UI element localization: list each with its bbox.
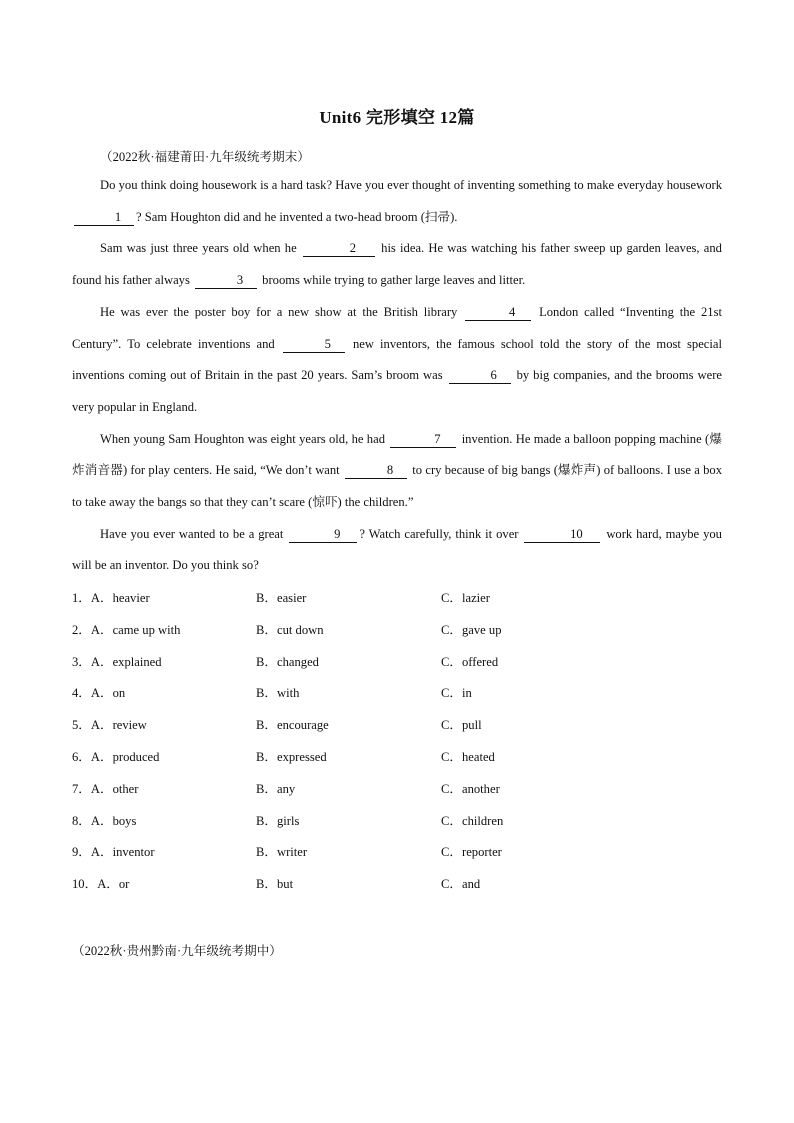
option-b: B．easier (256, 591, 307, 605)
blank-4: 4 (465, 304, 531, 321)
option-a: 5．A．review (72, 718, 147, 733)
option-b: B．cut down (256, 622, 324, 637)
option-b: B．changed (256, 654, 319, 669)
option-row (72, 809, 722, 841)
blank-9: 9 (289, 526, 357, 543)
blank-2: 2 (303, 240, 375, 257)
text: Do you think doing housework is a hard task? Have you ever thought of inventing something to make everyday housework (100, 178, 722, 192)
paragraph-4 (72, 424, 722, 519)
option-c: C．reporter (441, 845, 502, 860)
text: ? Watch carefully, think it over (359, 526, 519, 541)
page-title: Unit6 完形填空 12篇 (319, 108, 475, 127)
blank-5: 5 (283, 336, 345, 353)
blank-7: 7 (390, 431, 456, 448)
text: ? Sam Houghton did and he invented a two-head broom (扫帚). (136, 209, 458, 224)
blank-3: 3 (195, 272, 257, 289)
text: work hard, maybe you will be an inventor. Do you think so? (72, 526, 722, 573)
option-b: B．any (256, 781, 296, 796)
answer-options (72, 586, 722, 904)
option-a: 4．A．on (72, 686, 126, 701)
option-b: B．expressed (256, 749, 327, 764)
source-note-2: （2022秋·贵州黔南·九年级统考期中） (72, 944, 282, 958)
text: invention. He made a balloon popping machine (爆炸消音器) for play centers. He said, “We don’t want (72, 431, 722, 478)
option-c: C．pull (441, 718, 482, 733)
blank-1: 1 (74, 209, 134, 226)
option-row (72, 650, 722, 682)
option-a: 8．A．boys (72, 813, 137, 828)
option-c: C．lazier (441, 591, 490, 605)
text: to cry because of big bangs (爆炸声) of balloons. I use a box to take away the bangs so that they can’t scare (惊吓) the children.” (72, 463, 722, 510)
option-row (72, 586, 722, 618)
blank-8: 8 (345, 462, 407, 479)
option-c: C．in (441, 686, 472, 701)
text: by big companies, and the brooms were very popular in England. (72, 368, 722, 414)
paragraph-5 (72, 519, 722, 582)
option-row (72, 618, 722, 650)
source-note: （2022秋·福建莆田·九年级统考期末） (100, 150, 310, 164)
option-a: 10．A．or (72, 877, 130, 892)
option-b: B．but (256, 877, 294, 892)
option-a: 6．A．produced (72, 749, 160, 764)
text: London called “Inventing the 21st Century”. To celebrate inventions and (72, 304, 722, 351)
option-row (72, 872, 722, 904)
option-a: 9．A．inventor (72, 845, 155, 860)
option-c: C．gave up (441, 622, 502, 637)
cloze-passage (72, 170, 722, 582)
option-a: 7．A．other (72, 781, 139, 796)
text: brooms while trying to gather large leaves and litter. (262, 273, 526, 288)
text: new inventors, the famous school told the story of the most special inventions coming out of Britain in the past 20 years. Sam’s broom was (72, 336, 722, 383)
text: He was ever the poster boy for a new show at the British library (100, 304, 458, 319)
text: his idea. He was watching his father sweep up garden leaves, and found his father always (72, 241, 722, 288)
option-c: C．and (441, 877, 481, 892)
option-row (72, 681, 722, 713)
option-row (72, 777, 722, 809)
text: When young Sam Houghton was eight years old, he had (100, 431, 385, 446)
blank-10: 10 (524, 526, 600, 543)
option-row (72, 840, 722, 872)
blank-6: 6 (449, 367, 511, 384)
option-c: C．heated (441, 749, 495, 764)
option-a: 3．A．explained (72, 654, 162, 669)
paragraph-2 (72, 233, 722, 296)
option-c: C．offered (441, 654, 499, 669)
text: Sam was just three years old when he (100, 241, 297, 256)
option-b: B．encourage (256, 718, 329, 733)
option-a: 2．A．came up with (72, 622, 181, 637)
option-b: B．girls (256, 813, 300, 828)
option-a: 1．A．heavier (72, 591, 150, 605)
option-row (72, 745, 722, 777)
paragraph-3 (72, 297, 722, 424)
option-row (72, 713, 722, 745)
option-b: B．writer (256, 845, 308, 860)
option-c: C．another (441, 781, 500, 796)
text: Have you ever wanted to be a great (100, 526, 284, 541)
paragraph-1 (72, 170, 722, 233)
option-c: C．children (441, 813, 504, 828)
option-b: B．with (256, 686, 300, 701)
